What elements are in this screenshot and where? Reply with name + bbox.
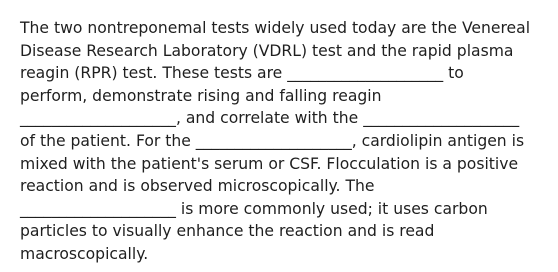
question-line: The two nontreponemal tests widely used today are the Venereal <box>20 19 531 37</box>
question-line: reaction and is observed microscopically. The <box>20 177 375 196</box>
question-line: mixed with the patient's serum or CSF. Flocculation is a positive <box>20 154 519 173</box>
question-line: perform, demonstrate rising and falling reagin <box>20 86 382 105</box>
question-line: ____________________, and correlate with the ____________________ <box>20 109 520 128</box>
question-line: ____________________ is more commonly used; it uses carbon <box>20 199 488 218</box>
question-line: of the patient. For the ____________________, cardiolipin antigen is <box>20 131 525 150</box>
question-line: Disease Research Laboratory (VDRL) test and the rapid plasma <box>20 41 514 60</box>
question-line: macroscopically. <box>20 244 149 263</box>
question-line: particles to visually enhance the reaction and is read <box>20 222 435 241</box>
question-text <box>20 17 538 266</box>
question-line: reagin (RPR) test. These tests are ____________________ to <box>20 64 464 83</box>
